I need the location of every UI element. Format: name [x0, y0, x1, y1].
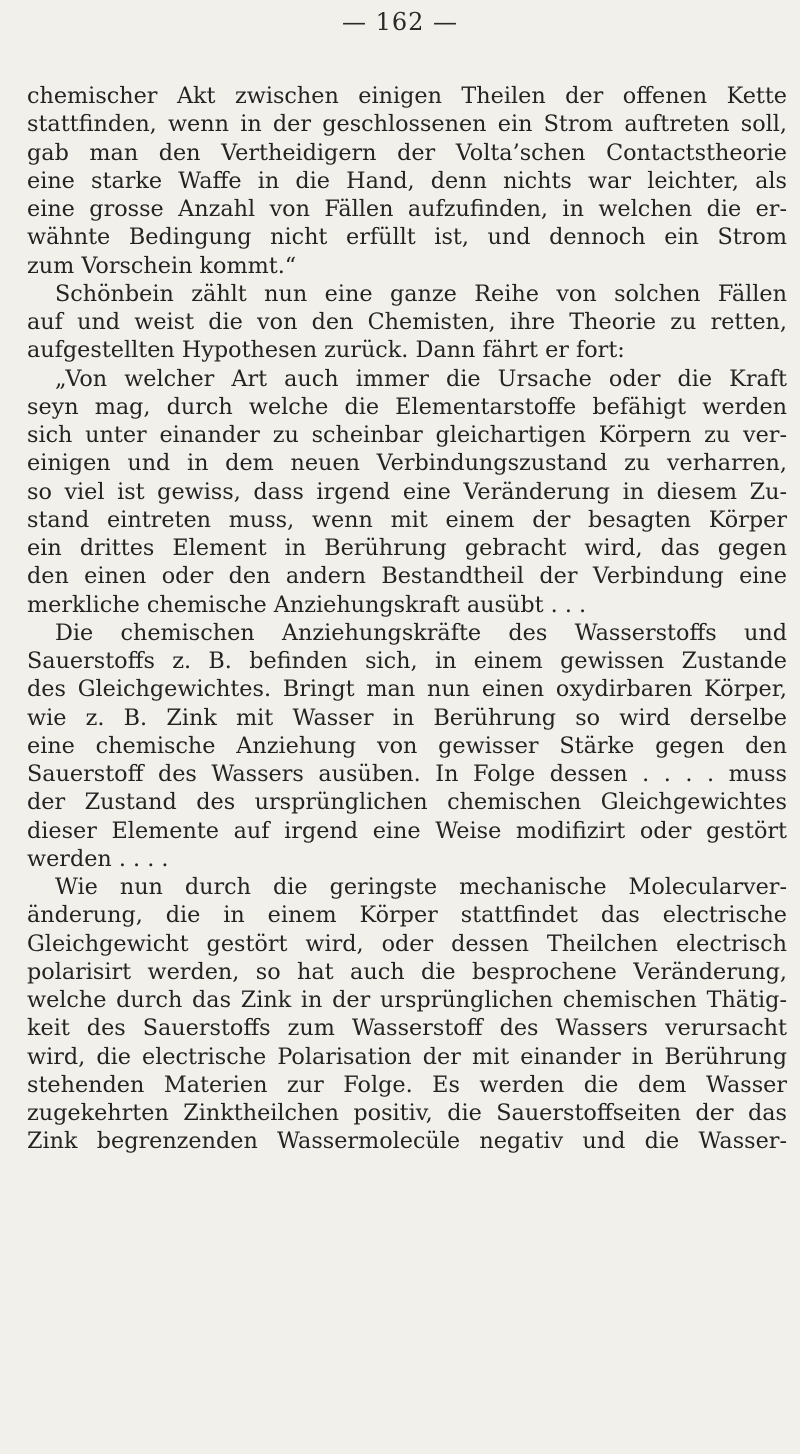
text-line: zugekehrten Zinktheilchen positiv, die Sauerstoffseiten der das [27, 1100, 787, 1126]
text-line: polarisirt werden, so hat auch die besprochene Veränderung, [27, 958, 787, 985]
text-line: chemischer Akt zwischen einigen Theilen der offenen Kette [27, 83, 787, 109]
text-line: Schönbein zählt nun eine ganze Reihe von solchen Fällen [55, 280, 787, 307]
text-line: welche durch das Zink in der ursprünglichen chemischen Thätig- [27, 987, 787, 1013]
text-line: aufgestellten Hypothesen zurück. Dann fährt er fort: [27, 337, 625, 364]
page-number: — 162 — [341, 8, 459, 36]
text-line: „Von welcher Art auch immer die Ursache oder die Kraft [55, 365, 787, 392]
text-line: eine chemische Anziehung von gewisser Stärke gegen den [27, 732, 787, 759]
text-line: Zink begrenzenden Wassermolecüle negativ und die Wasser- [27, 1128, 787, 1155]
text-line: auf und weist die von den Chemisten, ihre Theorie zu retten, [27, 309, 787, 335]
text-line: den einen oder den andern Bestandtheil der Verbindung eine [27, 563, 787, 590]
text-line: werden . . . . [27, 845, 169, 872]
text-line: des Gleichgewichtes. Bringt man nun einen oxydirbaren Körper, [27, 676, 787, 703]
text-line: gab man den Vertheidigern der Volta’schen Contactstheorie [27, 139, 787, 166]
text-line: der Zustand des ursprünglichen chemischen Gleichgewichtes [27, 789, 787, 816]
text-line: stehenden Materien zur Folge. Es werden die dem Wasser [27, 1071, 787, 1098]
text-line: wird, die electrische Polarisation der mit einander in Berührung [27, 1043, 787, 1070]
text-line: Sauerstoff des Wassers ausüben. In Folge dessen . . . . muss [27, 761, 787, 787]
text-line: eine starke Waffe in die Hand, denn nichts war leichter, als [27, 167, 787, 194]
text-line: dieser Elemente auf irgend eine Weise modifizirt oder gestört [27, 817, 787, 844]
text-line: einigen und in dem neuen Verbindungszustand zu verharren, [27, 450, 787, 477]
text-line: eine grosse Anzahl von Fällen aufzufinden, in welchen die er- [27, 196, 787, 222]
text-line: wie z. B. Zink mit Wasser in Berührung so wird derselbe [27, 704, 787, 731]
text-line: sich unter einander zu scheinbar gleichartigen Körpern zu ver- [27, 422, 787, 448]
text-line: ein drittes Element in Berührung gebracht wird, das gegen [27, 535, 787, 561]
text-line: stattfinden, wenn in der geschlossenen ein Strom auftreten soll, [27, 111, 787, 138]
body-text [27, 82, 787, 1156]
text-line: Wie nun durch die geringste mechanische Molecularver- [55, 874, 787, 900]
text-line: änderung, die in einem Körper stattfindet das electrische [27, 902, 787, 929]
text-line: so viel ist gewiss, dass irgend eine Veränderung in diesem Zu- [27, 478, 787, 505]
text-line: Die chemischen Anziehungskräfte des Wasserstoffs und [55, 619, 787, 646]
text-line: Gleichgewicht gestört wird, oder dessen Theilchen electrisch [27, 930, 787, 957]
text-line: keit des Sauerstoffs zum Wasserstoff des Wassers verursacht [27, 1015, 787, 1042]
text-line: merkliche chemische Anziehungskraft ausübt . . . [27, 591, 587, 618]
text-line: zum Vorschein kommt.“ [27, 252, 297, 279]
text-line: stand eintreten muss, wenn mit einem der besagten Körper [27, 506, 787, 533]
text-line: seyn mag, durch welche die Elementarstoffe befähigt werden [27, 393, 787, 420]
text-line: wähnte Bedingung nicht erfüllt ist, und dennoch ein Strom [27, 224, 787, 251]
text-line: Sauerstoffs z. B. befinden sich, in einem gewissen Zustande [27, 648, 787, 674]
